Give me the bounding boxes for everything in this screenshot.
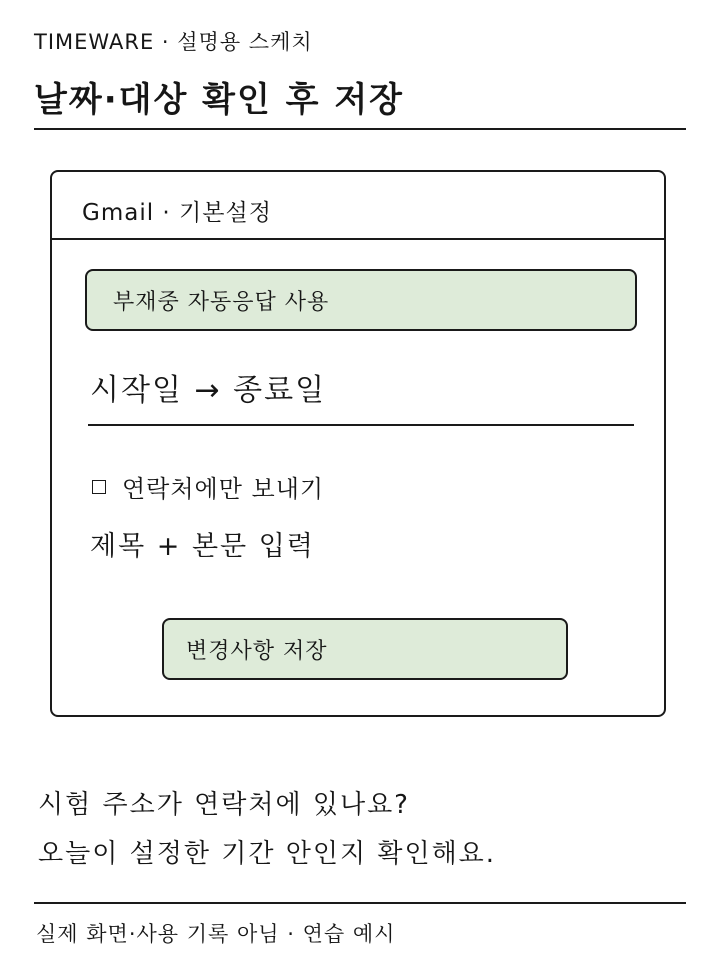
contacts-only-option[interactable] <box>92 469 324 504</box>
save-changes-button[interactable]: 변경사항 저장 <box>162 618 568 680</box>
gmail-settings-panel <box>50 170 666 717</box>
contacts-only-checkbox[interactable] <box>92 480 106 494</box>
subject-body-field[interactable]: 제목 + 본문 입력 <box>90 531 315 562</box>
contacts-only-label: 연락처에만 보내기 <box>122 475 325 503</box>
date-divider <box>88 424 634 426</box>
footer-disclaimer: 실제 화면·사용 기록 아님 · 연습 예시 <box>36 922 396 946</box>
date-range-field[interactable]: 시작일 → 종료일 <box>90 373 327 408</box>
title-divider <box>34 128 686 130</box>
footer-divider <box>34 902 686 904</box>
panel-title: Gmail · 기본설정 <box>82 200 272 226</box>
note-line-1: 시험 주소가 연락처에 있나요? <box>38 790 410 820</box>
page-title: 날짜·대상 확인 후 저장 <box>34 80 405 120</box>
sketch-kicker: TIMEWARE · 설명용 스케치 <box>34 30 313 54</box>
auto-reply-toggle-button[interactable]: 부재중 자동응답 사용 <box>85 269 637 331</box>
note-line-2: 오늘이 설정한 기간 안인지 확인해요. <box>38 839 497 869</box>
panel-header <box>52 172 664 240</box>
